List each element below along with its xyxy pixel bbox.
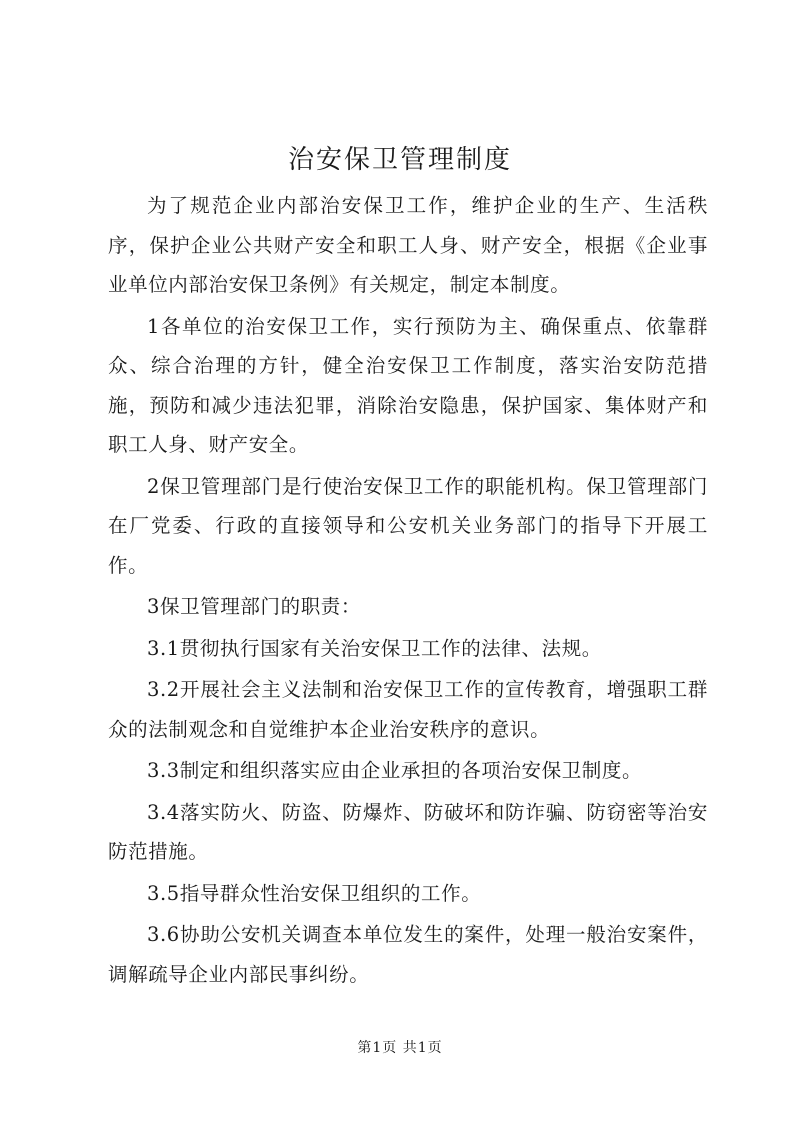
- paragraph-3-3: 3.3制定和组织落实应由企业承担的各项治安保卫制度。: [147, 759, 643, 782]
- paragraph-2: 2保卫管理部门是行使治安保卫工作的职能机构。保卫管理部门在厂党委、行政的直接领导和公安机关业务部门的指导下开展工作。: [108, 474, 708, 577]
- paragraph-3-5: 3.5指导群众性治安保卫组织的工作。: [147, 881, 482, 905]
- paragraph-3-6: 3.6协助公安机关调查本单位发生的案件，处理一般治安案件，调解疏导企业内部民事纠纷。: [108, 923, 708, 986]
- document-title: 治安保卫管理制度: [287, 145, 512, 175]
- document-body: [108, 186, 708, 996]
- paragraph-3-1: 3.1贯彻执行国家有关治安保卫工作的法律、法规。: [147, 636, 602, 660]
- paragraph-3-2: 3.2开展社会主义法制和治安保卫工作的宣传教育，增强职工群众的法制观念和自觉维护本企业治安秩序的意识。: [108, 678, 708, 741]
- paragraph-1: 1各单位的治安保卫工作，实行预防为主、确保重点、依靠群众、综合治理的方针，健全治安保卫工作制度，落实治安防范措施，预防和减少违法犯罪，消除治安隐患，保护国家、集体财产和职工人身、财产安全。: [108, 314, 708, 456]
- paragraph-3-4: 3.4落实防火、防盗、防爆炸、防破坏和防诈骗、防窃密等治安防范措施。: [108, 800, 708, 863]
- page-footer: 第1页 共1页: [357, 1040, 443, 1056]
- paragraph-intro: 为了规范企业内部治安保卫工作，维护企业的生产、生活秩序，保护企业公共财产安全和职工人身、财产安全，根据《企业事业单位内部治安保卫条例》有关规定，制定本制度。: [108, 194, 708, 296]
- paragraph-3: 3保卫管理部门的职责：: [147, 595, 362, 618]
